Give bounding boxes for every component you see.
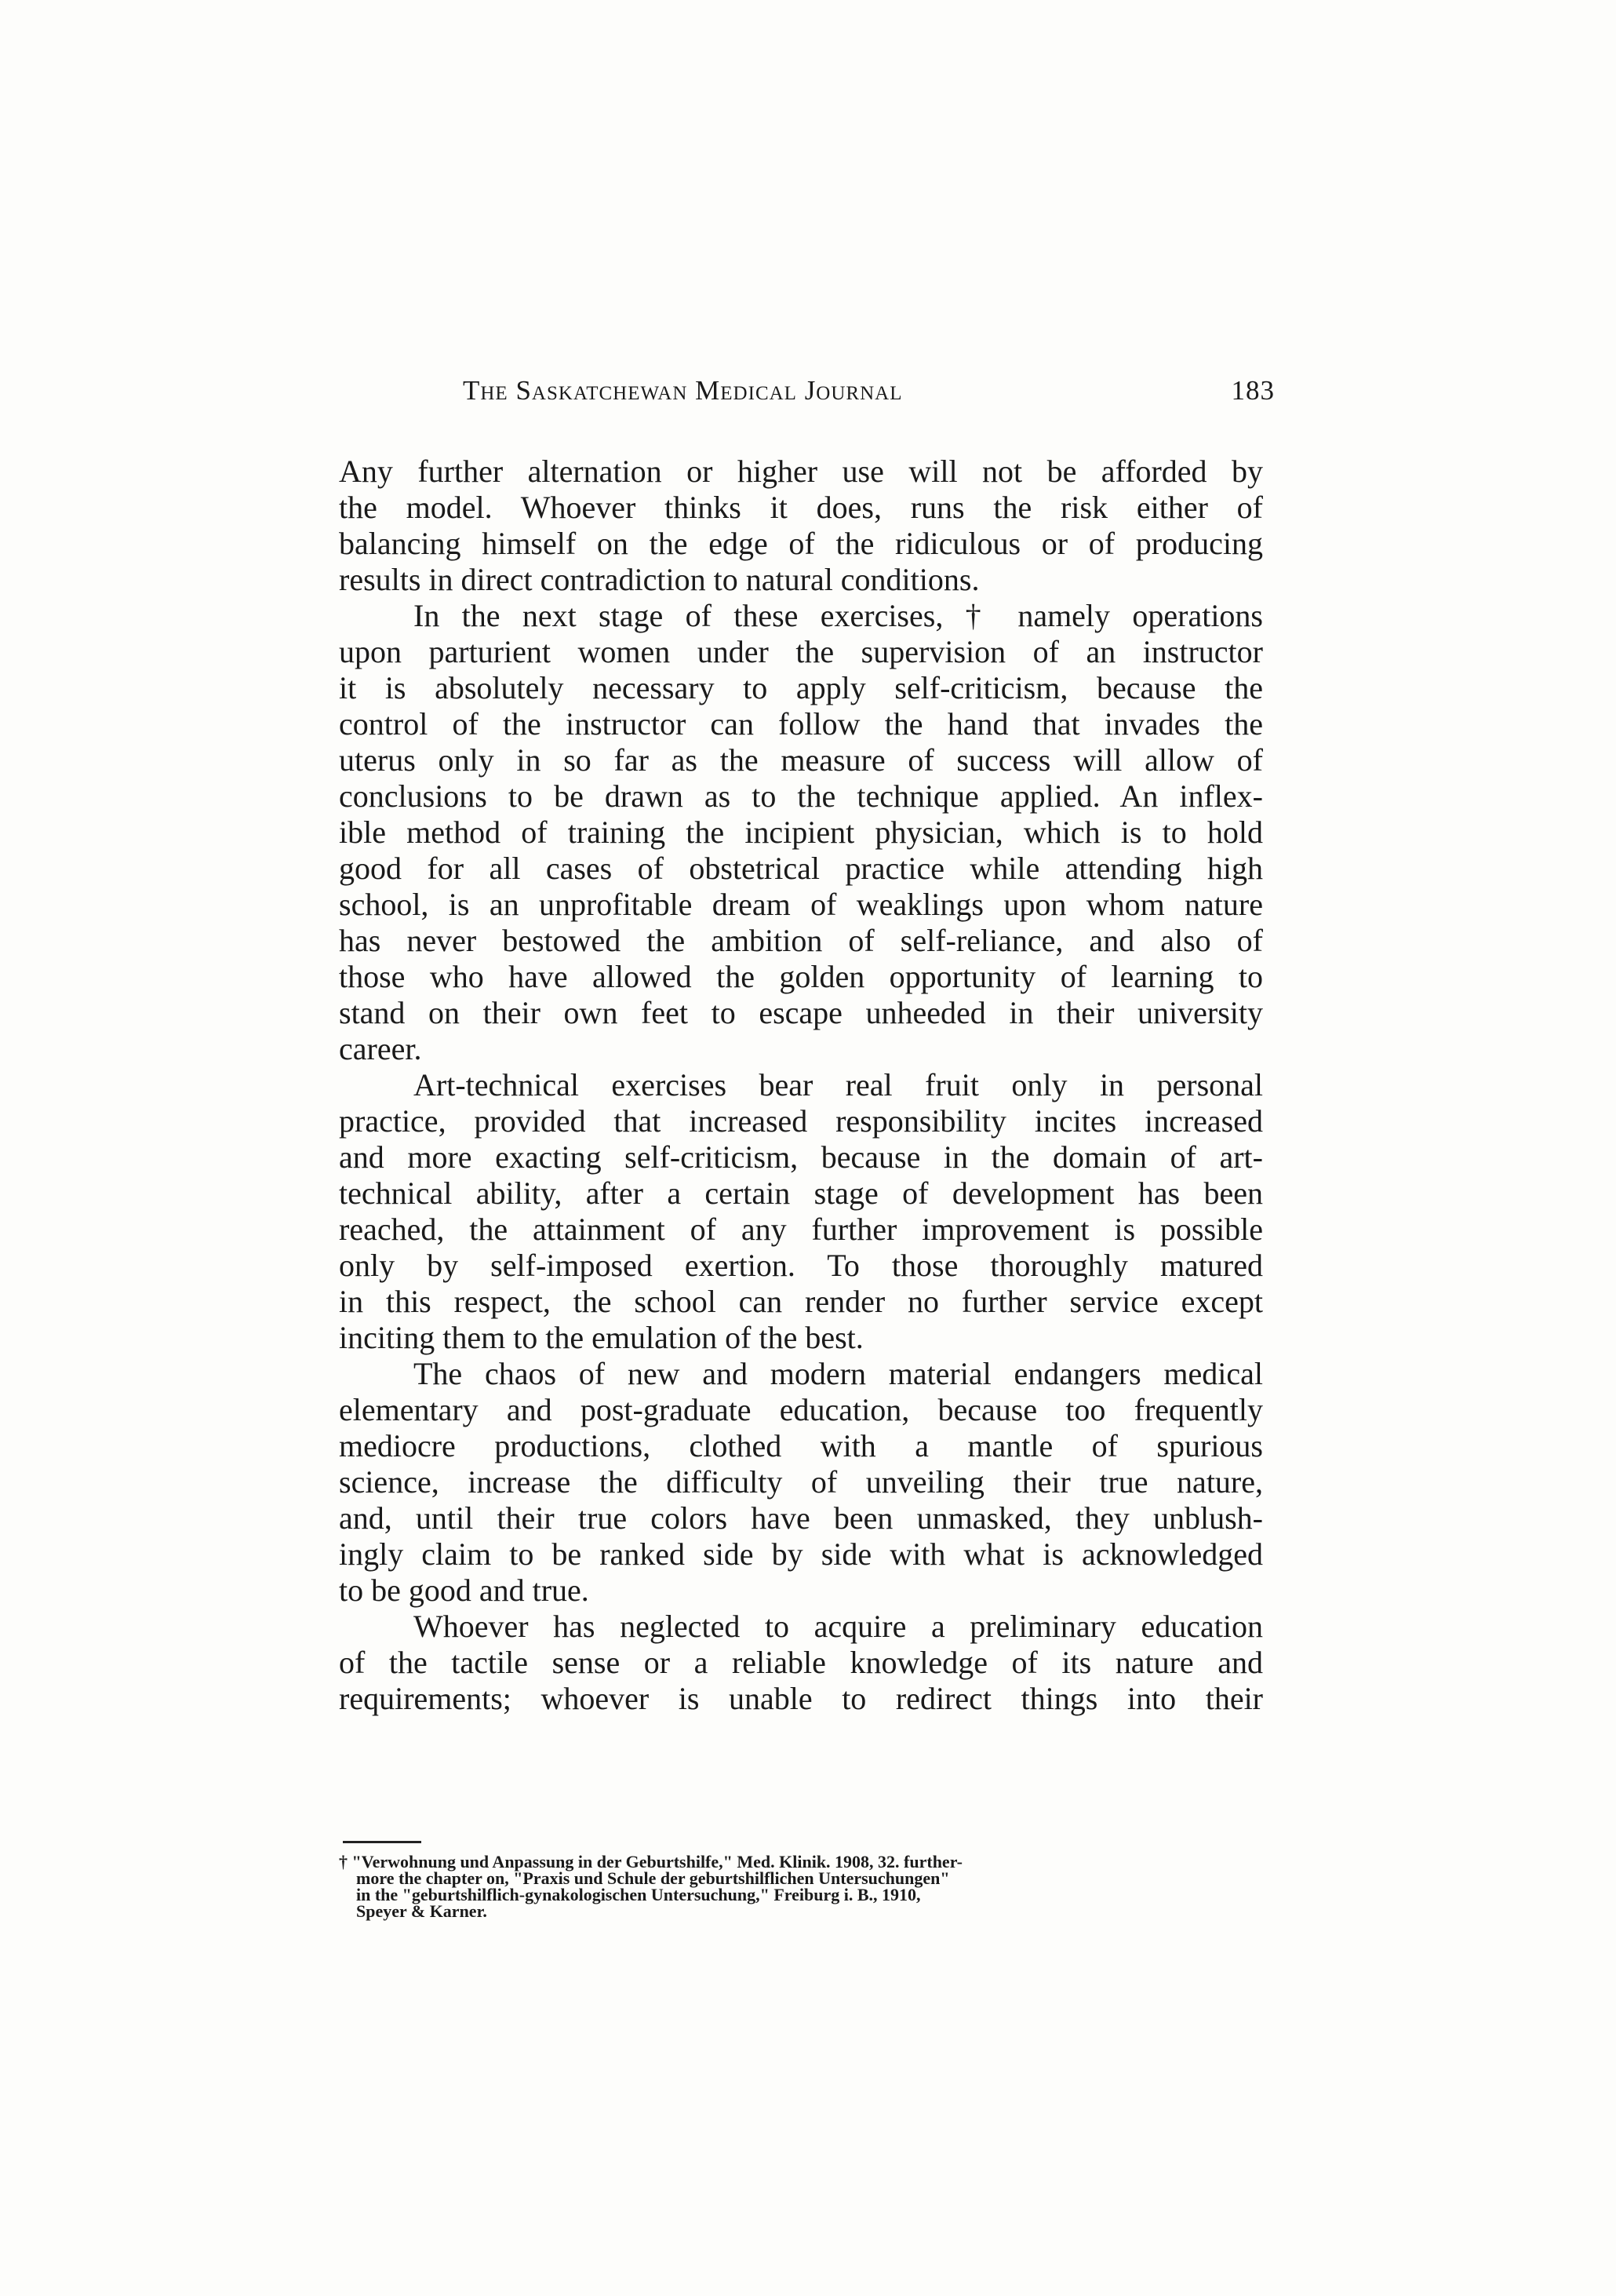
body-line: technical ability, after a certain stage of development has been [339, 1175, 1263, 1211]
body-line: Art-technical exercises bear real fruit only in personal [413, 1067, 1263, 1102]
body-line: uterus only in so far as the measure of success will allow of [339, 742, 1263, 778]
body-line: has never bestowed the ambition of self-reliance, and also of [339, 923, 1263, 958]
body-line: In the next stage of these exercises, † namely operations [413, 598, 1263, 633]
body-line: results in direct contradiction to natural conditions. [339, 562, 980, 597]
running-title: The Saskatchewan Medical Journal [463, 375, 903, 406]
body-line: stand on their own feet to escape unheeded in their university [339, 995, 1263, 1030]
body-line: school, is an unprofitable dream of weaklings upon whom nature [339, 887, 1263, 922]
body-line: balancing himself on the edge of the ridiculous or of producing [339, 526, 1263, 561]
body-line: the model. Whoever thinks it does, runs the risk either of [339, 490, 1263, 525]
body-line: control of the instructor can follow the hand that invades the [339, 706, 1263, 742]
footnote-line: in the "geburtshilflich-gynakologischen Untersuchung," Freiburg i. B., 1910, [356, 1885, 921, 1904]
footnote [339, 1853, 1263, 1919]
body-text [339, 454, 1263, 1717]
footnote-line: more the chapter on, "Praxis und Schule der geburtshilflichen Untersuchungen" [356, 1868, 950, 1888]
body-line: elementary and post-graduate education, because too frequently [339, 1392, 1263, 1427]
footnote-divider [343, 1841, 421, 1843]
footnote-line: Speyer & Karner. [356, 1901, 487, 1921]
body-line: reached, the attainment of any further improvement is possible [339, 1212, 1263, 1247]
running-head [463, 375, 1275, 414]
body-line: Any further alternation or higher use will not be afforded by [339, 454, 1263, 489]
body-line: and, until their true colors have been unmasked, they unblush- [339, 1500, 1263, 1536]
body-line: conclusions to be drawn as to the technique applied. An inflex- [339, 778, 1263, 814]
body-line: Whoever has neglected to acquire a preliminary education [413, 1609, 1263, 1644]
body-line: ible method of training the incipient physician, which is to hold [339, 815, 1263, 850]
body-line: upon parturient women under the supervision of an instructor [339, 634, 1263, 669]
page-number: 183 [1231, 375, 1275, 406]
footnote-line: † "Verwohnung und Anpassung in der Geburtshilfe," Med. Klinik. 1908, 32. further- [339, 1852, 963, 1871]
body-line: mediocre productions, clothed with a mantle of spurious [339, 1428, 1263, 1463]
body-line: good for all cases of obstetrical practice while attending high [339, 851, 1263, 886]
body-line: only by self-imposed exertion. To those thoroughly matured [339, 1248, 1263, 1283]
body-line: science, increase the difficulty of unveiling their true nature, [339, 1464, 1263, 1500]
body-line: to be good and true. [339, 1573, 589, 1608]
body-line: and more exacting self-criticism, because in the domain of art- [339, 1139, 1263, 1175]
body-line: in this respect, the school can render no further service except [339, 1284, 1263, 1319]
body-line: requirements; whoever is unable to redirect things into their [339, 1681, 1263, 1716]
body-line: The chaos of new and modern material endangers medical [413, 1356, 1263, 1391]
body-line: of the tactile sense or a reliable knowledge of its nature and [339, 1645, 1263, 1680]
body-line: ingly claim to be ranked side by side with what is acknowledged [339, 1536, 1263, 1572]
body-line: those who have allowed the golden opportunity of learning to [339, 959, 1263, 994]
body-line: career. [339, 1031, 422, 1066]
body-line: inciting them to the emulation of the best. [339, 1320, 864, 1355]
body-line: practice, provided that increased responsibility incites increased [339, 1103, 1263, 1139]
body-line: it is absolutely necessary to apply self-criticism, because the [339, 670, 1263, 705]
